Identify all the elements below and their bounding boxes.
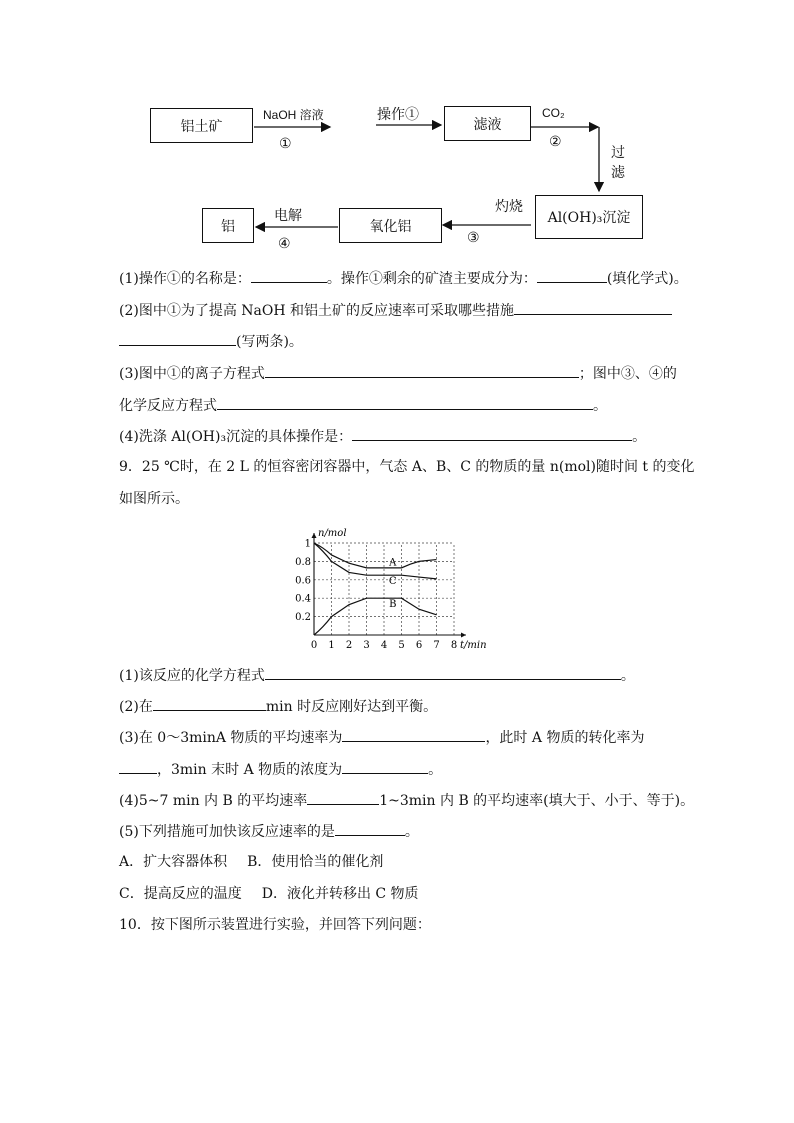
series-line-C: [314, 543, 437, 579]
q8-part3-cont: 化学反应方程式 。: [119, 395, 607, 416]
y-tick-label: 0.4: [295, 593, 311, 605]
answer-blank[interactable]: [119, 331, 236, 346]
q9-options-cd: [119, 884, 419, 904]
option-a[interactable]: A．扩大容器体积: [119, 854, 228, 870]
y-tick-label: 0.2: [295, 612, 311, 624]
y-tick-label: 0.8: [295, 556, 311, 568]
x-axis-label: t/min: [460, 640, 487, 650]
box-bauxite: 铝土矿: [150, 108, 253, 143]
box-aluminum: 铝: [202, 208, 254, 243]
q10-intro: 10．按下图所示装置进行实验，并回答下列问题：: [119, 917, 431, 933]
answer-blank[interactable]: [251, 268, 327, 283]
q8-part2-cont: (写两条)。: [119, 331, 303, 352]
answer-blank[interactable]: [265, 363, 579, 378]
x-tick-label: 7: [433, 640, 440, 650]
x-tick-label: 4: [380, 640, 388, 650]
x-tick-label: 1: [328, 640, 335, 650]
q9-part3-cont: ，3min 末时 A 物质的浓度为 。: [119, 759, 442, 780]
answer-blank[interactable]: [514, 300, 672, 315]
arrow-1-label-bottom: ①: [279, 136, 292, 152]
filter-label-1: 过: [611, 145, 625, 161]
series-label-A: A: [389, 557, 397, 569]
answer-blank[interactable]: [352, 426, 632, 441]
answer-blank[interactable]: [307, 790, 379, 805]
option-c[interactable]: C．提高反应的温度: [119, 886, 242, 902]
q9-part4: (4)5~7 min 内 B 的平均速率 1~3min 内 B 的平均速率(填大于、小于、等于)。: [119, 790, 694, 811]
answer-blank[interactable]: [335, 821, 405, 836]
q9-intro-1: 9．25 ℃时，在 2 L 的恒容密闭容器中，气态 A、B、C 的物质的量 n(mol)随时间 t 的变化: [119, 459, 695, 475]
answer-blank[interactable]: [217, 395, 593, 410]
q9-part2: (2)在 min 时反应刚好达到平衡。: [119, 696, 437, 717]
answer-blank[interactable]: [342, 727, 485, 742]
x-tick-label: 8: [450, 640, 458, 650]
answer-blank[interactable]: [342, 759, 428, 774]
box-filtrate: 滤液: [444, 106, 531, 141]
y-tick-label: 0.6: [295, 575, 311, 587]
arrow-4-label-bottom: ④: [278, 236, 291, 252]
q9-part1: (1)该反应的化学方程式 。: [119, 665, 635, 686]
q8-part4: (4)洗涤 Al(OH)₃沉淀的具体操作是： 。: [119, 426, 646, 447]
chart: [295, 515, 505, 650]
arrow-4-label-top: 电解: [274, 208, 302, 224]
answer-blank[interactable]: [265, 665, 621, 680]
series-label-B: B: [389, 598, 397, 610]
series-label-C: C: [388, 575, 397, 587]
arrow-3-label-top: 灼烧: [495, 199, 523, 215]
q9-part5: (5)下列措施可加快该反应速率的是 。: [119, 821, 419, 842]
q8-part1: (1)操作①的名称是： 。操作①剩余的矿渣主要成分为： (填化学式)。: [119, 268, 688, 289]
option-b[interactable]: B．使用恰当的催化剂: [247, 854, 384, 870]
answer-blank[interactable]: [537, 268, 607, 283]
q8-part2: (2)图中①为了提高 NaOH 和铝土矿的反应速率可采取哪些措施: [119, 300, 672, 321]
answer-blank[interactable]: [119, 759, 157, 774]
filter-label-2: 滤: [611, 165, 625, 181]
box-alumina: 氧化铝: [339, 208, 442, 243]
q9-part3: (3)在 0～3minA 物质的平均速率为 ，此时 A 物质的转化率为: [119, 727, 644, 748]
arrow-op1-label: 操作①: [377, 107, 419, 123]
arrow-2-label-bottom: ②: [549, 134, 562, 150]
x-tick-label: 5: [398, 640, 405, 650]
x-tick-label: 0: [310, 640, 318, 650]
option-d[interactable]: D．液化并转移出 C 物质: [261, 886, 419, 902]
x-tick-label: 2: [345, 640, 353, 650]
series-line-A: [314, 543, 437, 568]
arrow-3-label-bottom: ③: [467, 230, 480, 246]
answer-blank[interactable]: [153, 696, 266, 711]
x-tick-label: 6: [415, 640, 423, 650]
box-precipitate: Al(OH)₃沉淀: [535, 195, 643, 239]
y-tick-label: 1: [304, 538, 311, 550]
q9-intro-2: 如图所示。: [119, 491, 189, 507]
x-tick-label: 3: [363, 640, 370, 650]
y-axis-arrow: [312, 533, 317, 538]
arrow-1-label-top: NaOH 溶液: [263, 108, 324, 122]
y-axis-label: n/mol: [318, 528, 347, 539]
arrow-2-label-top: CO₂: [542, 106, 565, 120]
q9-options-ab: [119, 852, 383, 872]
q8-part3: (3)图中①的离子方程式 ；图中③、④的: [119, 363, 677, 384]
x-axis-arrow: [461, 633, 466, 638]
